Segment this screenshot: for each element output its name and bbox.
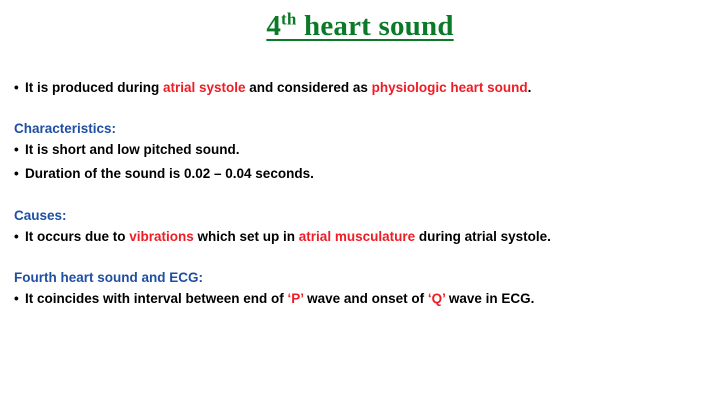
bullet-marker: • [14,228,19,244]
causes-bullet-1-text-3: during atrial systole. [415,228,551,244]
bullet-marker: • [14,290,19,306]
spacer-1 [14,103,706,121]
ecg-bullet-1-highlight-2: ‘Q’ [427,290,446,306]
causes-bullet-1 [14,228,706,246]
intro-text-3: . [527,80,532,95]
intro-bullet [14,79,706,97]
intro-text-1: It is produced during [25,80,163,95]
spacer-2 [14,190,706,208]
spacer-top [14,65,706,79]
page-title [0,0,720,43]
bullet-marker: • [14,142,19,158]
section-heading-characteristics: Characteristics: [14,121,117,137]
characteristics-bullet-1-text-1: It is short and low pitched sound. [25,142,240,158]
ecg-bullet-1-text-3: wave in ECG. [445,290,535,306]
bullet-marker: • [14,166,19,182]
intro-highlight-2: physiologic heart sound [371,80,528,95]
causes-bullet-1-highlight-1: vibrations [129,228,194,244]
intro-highlight-1: atrial systole [163,80,246,95]
bullet-marker: • [14,80,19,95]
characteristics-bullet-1 [14,141,706,159]
ecg-bullet-1-text-1: It coincides with interval between end of [25,290,288,306]
page-title-underlined [266,10,453,42]
ecg-bullet-1-text-2: wave and onset of [303,290,428,306]
section-heading-causes: Causes: [14,207,67,223]
causes-bullet-1-text-1: It occurs due to [25,228,130,244]
characteristics-bullet-2 [14,165,706,183]
page-title-ordinal-suffix: th [281,9,297,29]
causes-bullet-1-text-2: which set up in [193,228,299,244]
page-title-rest: heart sound [296,10,454,42]
causes-bullet-1-highlight-2: atrial musculature [298,228,416,244]
ecg-bullet-1-highlight-1: ‘P’ [287,290,304,306]
ecg-bullet-1 [14,290,706,308]
slide-body [0,43,720,308]
spacer-3 [14,252,706,270]
page-title-number: 4 [266,10,282,42]
section-heading-ecg: Fourth heart sound and ECG: [14,269,203,285]
characteristics-bullet-2-text-1: Duration of the sound is 0.02 – 0.04 seconds. [25,166,314,182]
intro-text-2: and considered as [245,80,372,95]
